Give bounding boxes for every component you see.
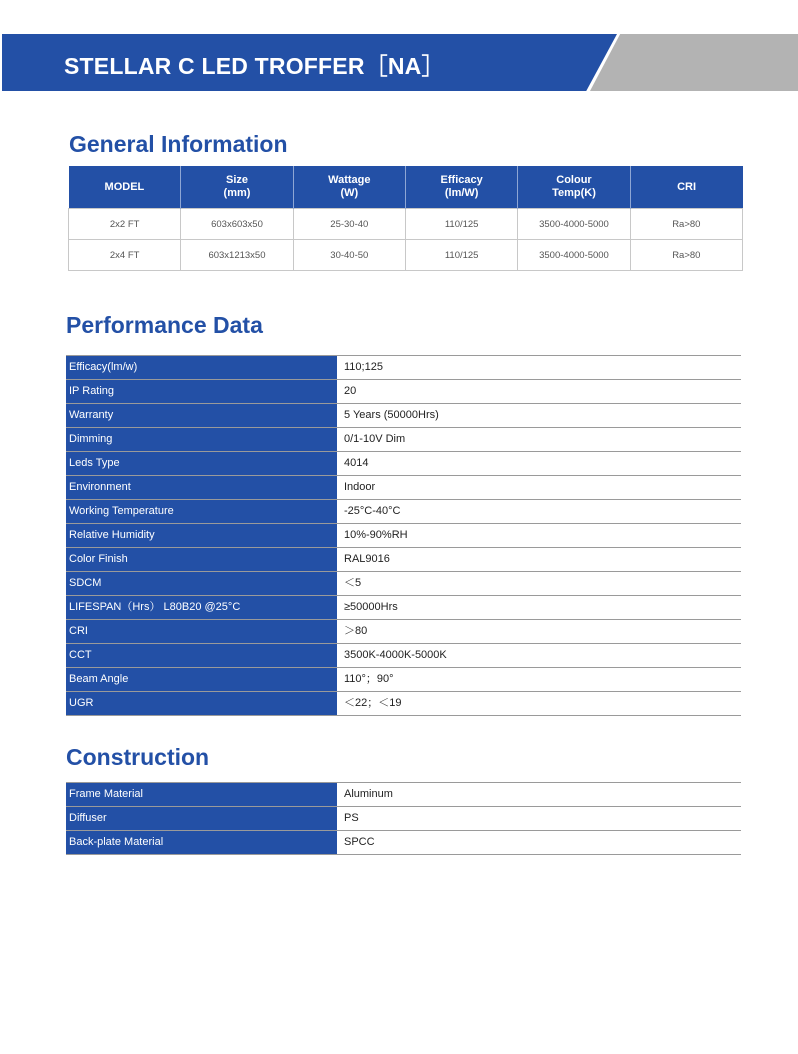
column-header-text: MODEL — [104, 180, 145, 193]
table-cell: 603x603x50 — [181, 209, 293, 240]
spec-label: SDCM — [66, 572, 337, 595]
table-cell: 603x1213x50 — [181, 240, 293, 271]
spec-label: LIFESPAN（Hrs） L80B20 @25°C — [66, 596, 337, 619]
spec-row — [66, 782, 741, 807]
spec-label: Efficacy(lm/w) — [66, 356, 337, 379]
column-header-text: Size — [225, 174, 248, 186]
table-cell: 110/125 — [405, 240, 517, 271]
column-header-text: CRI — [677, 180, 697, 193]
spec-label: CRI — [66, 620, 337, 643]
header-banner-accent — [590, 34, 798, 91]
spec-row — [66, 668, 741, 692]
spec-row — [66, 572, 741, 596]
spec-value: 0/1-10V Dim — [337, 428, 741, 451]
spec-row — [66, 428, 741, 452]
spec-value: ＜5 — [337, 572, 741, 595]
table-cell: 25-30-40 — [293, 209, 405, 240]
spec-label: Environment — [66, 476, 337, 499]
spec-value: 110°；90° — [337, 668, 741, 691]
spec-label: IP Rating — [66, 380, 337, 403]
performance-table — [66, 355, 741, 716]
spec-row — [66, 620, 741, 644]
column-header-text: Temp(K) — [552, 187, 596, 199]
spec-value: SPCC — [337, 831, 741, 854]
spec-row — [66, 692, 741, 716]
spec-value: 110;125 — [337, 356, 741, 379]
spec-value: 3500K-4000K-5000K — [337, 644, 741, 667]
spec-value: Aluminum — [337, 783, 741, 806]
spec-row — [66, 644, 741, 668]
column-header — [405, 166, 517, 209]
table-row — [69, 209, 743, 240]
table-cell: 30-40-50 — [293, 240, 405, 271]
column-header-text: (lm/W) — [444, 187, 479, 199]
spec-row — [66, 452, 741, 476]
table-cell: 3500-4000-5000 — [518, 240, 630, 271]
column-header-text: Efficacy — [440, 174, 483, 186]
column-header — [181, 166, 293, 209]
spec-value: 20 — [337, 380, 741, 403]
spec-value: -25°C-40°C — [337, 500, 741, 523]
spec-value: 10%-90%RH — [337, 524, 741, 547]
spec-label: CCT — [66, 644, 337, 667]
spec-label: Leds Type — [66, 452, 337, 475]
column-header — [518, 166, 630, 209]
spec-value: ＞80 — [337, 620, 741, 643]
spec-value: ＜22；＜19 — [337, 692, 741, 715]
spec-row — [66, 807, 741, 831]
table-cell: 3500-4000-5000 — [518, 209, 630, 240]
column-header-text: (W) — [340, 187, 359, 199]
spec-row — [66, 476, 741, 500]
table-row — [69, 240, 743, 271]
general-info-body — [69, 209, 743, 271]
spec-row — [66, 524, 741, 548]
spec-value: 4014 — [337, 452, 741, 475]
spec-row — [66, 404, 741, 428]
spec-value: 5 Years (50000Hrs) — [337, 404, 741, 427]
spec-label: Diffuser — [66, 807, 337, 830]
construction-table — [66, 782, 741, 855]
spec-value: PS — [337, 807, 741, 830]
table-cell: Ra>80 — [630, 240, 742, 271]
spec-label: Working Temperature — [66, 500, 337, 523]
table-cell: 2x2 FT — [69, 209, 181, 240]
general-info-header-row — [69, 166, 743, 209]
column-header — [69, 166, 181, 209]
spec-label: Frame Material — [66, 783, 337, 806]
spec-row — [66, 596, 741, 620]
spec-row — [66, 380, 741, 404]
table-cell: Ra>80 — [630, 209, 742, 240]
table-cell: 110/125 — [405, 209, 517, 240]
spec-value: ≥50000Hrs — [337, 596, 741, 619]
spec-value: RAL9016 — [337, 548, 741, 571]
spec-label: Warranty — [66, 404, 337, 427]
general-info-table — [68, 166, 743, 271]
spec-row — [66, 500, 741, 524]
spec-row — [66, 355, 741, 380]
spec-label: Color Finish — [66, 548, 337, 571]
column-header-text: Wattage — [328, 174, 371, 186]
spec-row — [66, 831, 741, 855]
column-header-text: Colour — [556, 174, 592, 186]
column-header — [293, 166, 405, 209]
spec-row — [66, 548, 741, 572]
page-title: STELLAR C LED TROFFER［NA］ — [64, 53, 445, 79]
column-header — [630, 166, 742, 209]
column-header-text: (mm) — [223, 187, 251, 199]
spec-label: Relative Humidity — [66, 524, 337, 547]
table-cell: 2x4 FT — [69, 240, 181, 271]
spec-label: UGR — [66, 692, 337, 715]
performance-heading: Performance Data — [66, 312, 263, 338]
spec-label: Dimming — [66, 428, 337, 451]
general-info-heading: General Information — [69, 131, 288, 157]
spec-label: Back-plate Material — [66, 831, 337, 854]
spec-label: Beam Angle — [66, 668, 337, 691]
spec-value: Indoor — [337, 476, 741, 499]
construction-heading: Construction — [66, 744, 210, 770]
